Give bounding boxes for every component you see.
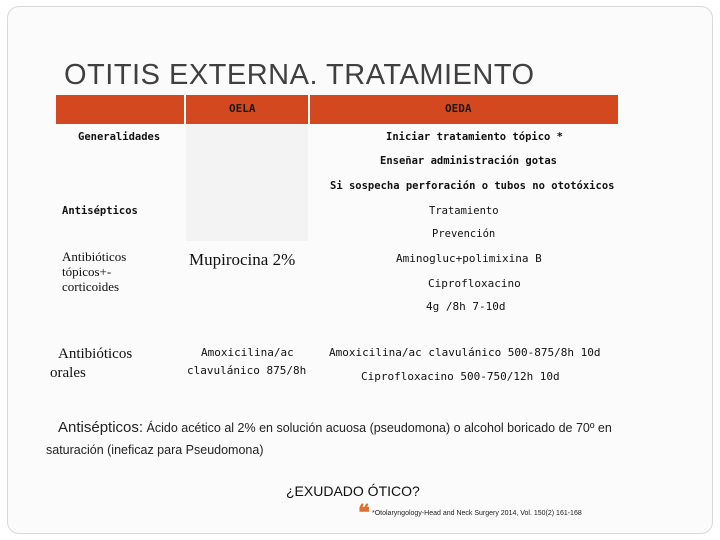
- header-cell-oela: [186, 95, 308, 124]
- oeda-generalidades-line-1: Iniciar tratamiento tópico *: [386, 131, 564, 143]
- oeda-orales-line-2: Ciprofloxacino 500-750/12h 10d: [361, 370, 560, 383]
- oeda-orales-line-1: Amoxicilina/ac clavulánico 500-875/8h 10d: [329, 346, 601, 359]
- oeda-topicos-line-2: Ciprofloxacino: [428, 277, 521, 290]
- oeda-topicos-line-1: Aminogluc+polimixina B: [396, 252, 542, 265]
- oeda-generalidades-line-3: Si sospecha perforación o tubos no ototóxicos: [330, 180, 615, 192]
- header-cell-oeda: [310, 95, 618, 124]
- quote-icon: ❝: [358, 500, 370, 526]
- oela-mupirocina: Mupirocina 2%: [189, 250, 296, 269]
- row-label-antibioticos-topicos-line-1: Antibióticos: [62, 249, 127, 264]
- header-cell-empty: [56, 95, 184, 124]
- row-label-antibioticos-orales-line-2: orales: [50, 365, 86, 381]
- antiseptics-note: [46, 417, 696, 461]
- oeda-antisepticos-line-2: Prevención: [432, 228, 496, 240]
- header-oela: OELA: [229, 102, 256, 115]
- slide-title: OTITIS EXTERNA. TRATAMIENTO: [64, 59, 535, 91]
- header-oeda: OEDA: [445, 102, 472, 115]
- row-label-antisepticos: Antisépticos: [62, 205, 138, 217]
- oeda-antisepticos-line-1: Tratamiento: [429, 205, 499, 217]
- oeda-topicos-line-3: 4g /8h 7-10d: [426, 300, 506, 313]
- row-label-antibioticos-orales: [50, 345, 132, 383]
- treatment-table: [50, 95, 618, 407]
- note-text-2: saturación (ineficaz para Pseudomona): [46, 443, 264, 457]
- row-label-generalidades: Generalidades: [78, 131, 161, 143]
- oela-amoxicilina-line-1: Amoxicilina/ac: [201, 346, 294, 359]
- row-label-antibioticos-orales-line-1: Antibióticos: [58, 346, 133, 362]
- note-label: Antisépticos:: [58, 419, 144, 436]
- row-label-antibioticos-topicos: [62, 249, 126, 294]
- note-text-1: Ácido acético al 2% en solución acuosa (pseudomona) o alcohol boricado de 70º en: [143, 421, 612, 435]
- row-label-antibioticos-topicos-line-2: tópicos+-: [62, 264, 112, 279]
- oela-amoxicilina-line-2: clavulánico 875/8h: [187, 364, 307, 377]
- oeda-generalidades-line-2: Enseñar administración gotas: [380, 155, 558, 167]
- reference-citation: *Otolaryngology-Head and Neck Surgery 2014, Vol. 150(2) 161-168: [372, 510, 582, 517]
- row-label-antibioticos-topicos-line-3: corticoides: [62, 279, 120, 294]
- oela-background: [186, 124, 308, 241]
- exudate-question: ¿EXUDADO ÓTICO?: [286, 483, 420, 499]
